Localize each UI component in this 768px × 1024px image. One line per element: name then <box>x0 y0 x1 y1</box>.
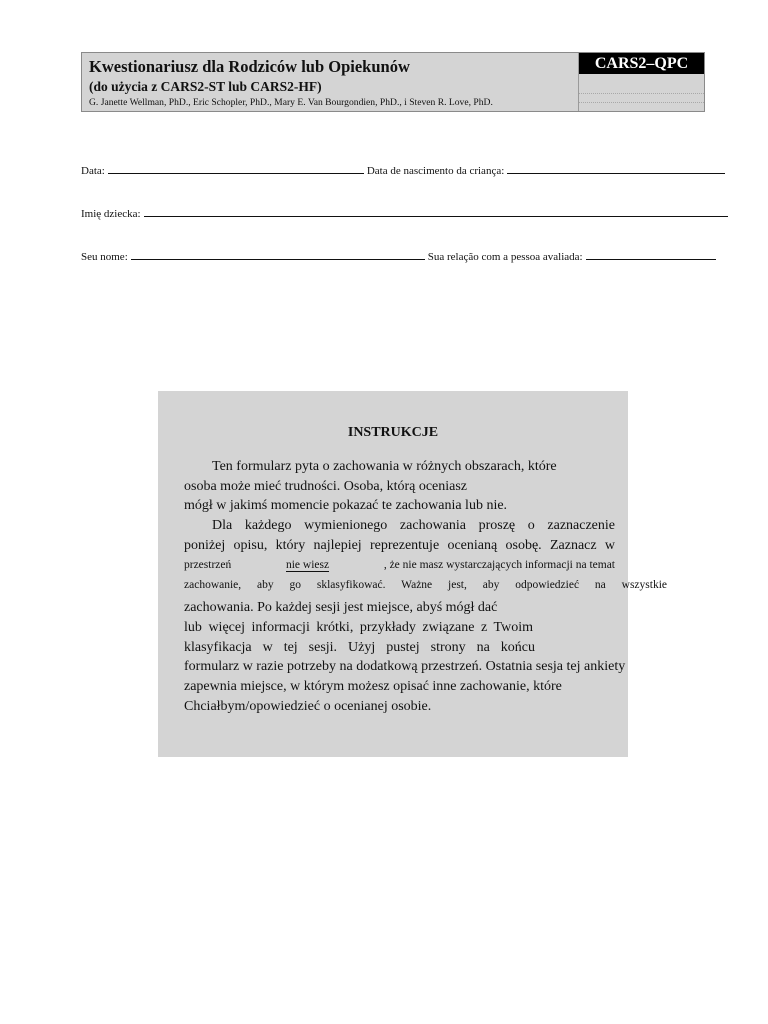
instruction-text: przestrzeń <box>184 559 232 571</box>
instruction-line: zapewnia miejsce, w którym możesz opisać inne zachowanie, które <box>184 679 562 694</box>
relation-blank[interactable] <box>586 250 716 260</box>
header-code-rule <box>579 93 704 94</box>
header-code-rule <box>579 102 704 103</box>
form-subtitle: (do użycia z CARS2-ST lub CARS2-HF) <box>89 79 322 94</box>
instruction-text: , że nie masz wystarczających informacji na temat <box>383 559 615 571</box>
instructions-box <box>158 391 667 757</box>
child-name-row <box>81 207 731 220</box>
birthdate-label: Data de nascimento da criança: <box>366 165 505 177</box>
instruction-line: mógł w jakimś momencie pokazać te zachowania lub nie. <box>184 498 508 513</box>
date-blank[interactable] <box>108 164 364 174</box>
instruction-line: Ten formularz pyta o zachowania w różnych obszarach, które <box>212 459 557 474</box>
birthdate-blank[interactable] <box>507 164 725 174</box>
instruction-line: poniżej opisu, który najlepiej reprezentuje ocenianą osobę. Zaznacz w <box>184 538 615 553</box>
form-title: Kwestionariusz dla Rodziców lub Opiekunów <box>89 57 410 76</box>
instruction-line: zachowanie, aby go sklasyfikować. Ważne jest, aby odpowiedzieć na wszystkie <box>184 579 667 591</box>
instruction-line: zachowania. Po każdej sesji jest miejsce, abyś mógł dać <box>184 600 498 615</box>
your-name-label: Seu nome: <box>81 251 128 263</box>
instruction-line: Dla każdego wymienionego zachowania proszę o zaznaczenie <box>212 518 615 533</box>
instruction-line: Chciałbym/opowiedzieć o ocenianej osobie. <box>184 699 432 714</box>
your-name-blank[interactable] <box>131 250 425 260</box>
instruction-line <box>184 559 615 572</box>
date-label: Data: <box>81 165 105 177</box>
child-name-blank[interactable] <box>144 207 728 217</box>
date-row <box>81 164 728 177</box>
instruction-line: formularz w razie potrzeby na dodatkową przestrzeń. Ostatnia sesja tej ankiety <box>184 659 626 674</box>
instruction-line: klasyfikacja w tej sesji. Użyj pustej strony na końcu <box>184 640 535 655</box>
relation-label: Sua relação com a pessoa avaliada: <box>427 251 583 263</box>
your-name-row <box>81 250 719 263</box>
dont-know-option-text: nie wiesz <box>285 559 330 571</box>
form-header <box>81 52 705 112</box>
instruction-line: lub więcej informacji krótki, przykłady związane z Twoim <box>184 620 533 635</box>
form-authors: G. Janette Wellman, PhD., Eric Schopler, PhD., Mary E. Van Bourgondien, PhD., i Steven R. Love, PhD. <box>89 97 493 108</box>
instruction-line: osoba może mieć trudności. Osoba, którą oceniasz <box>184 479 468 494</box>
child-name-label: Imię dziecka: <box>81 208 141 220</box>
form-code-badge: CARS2–QPC <box>579 53 704 74</box>
instructions-heading: INSTRUKCJE <box>347 425 439 440</box>
